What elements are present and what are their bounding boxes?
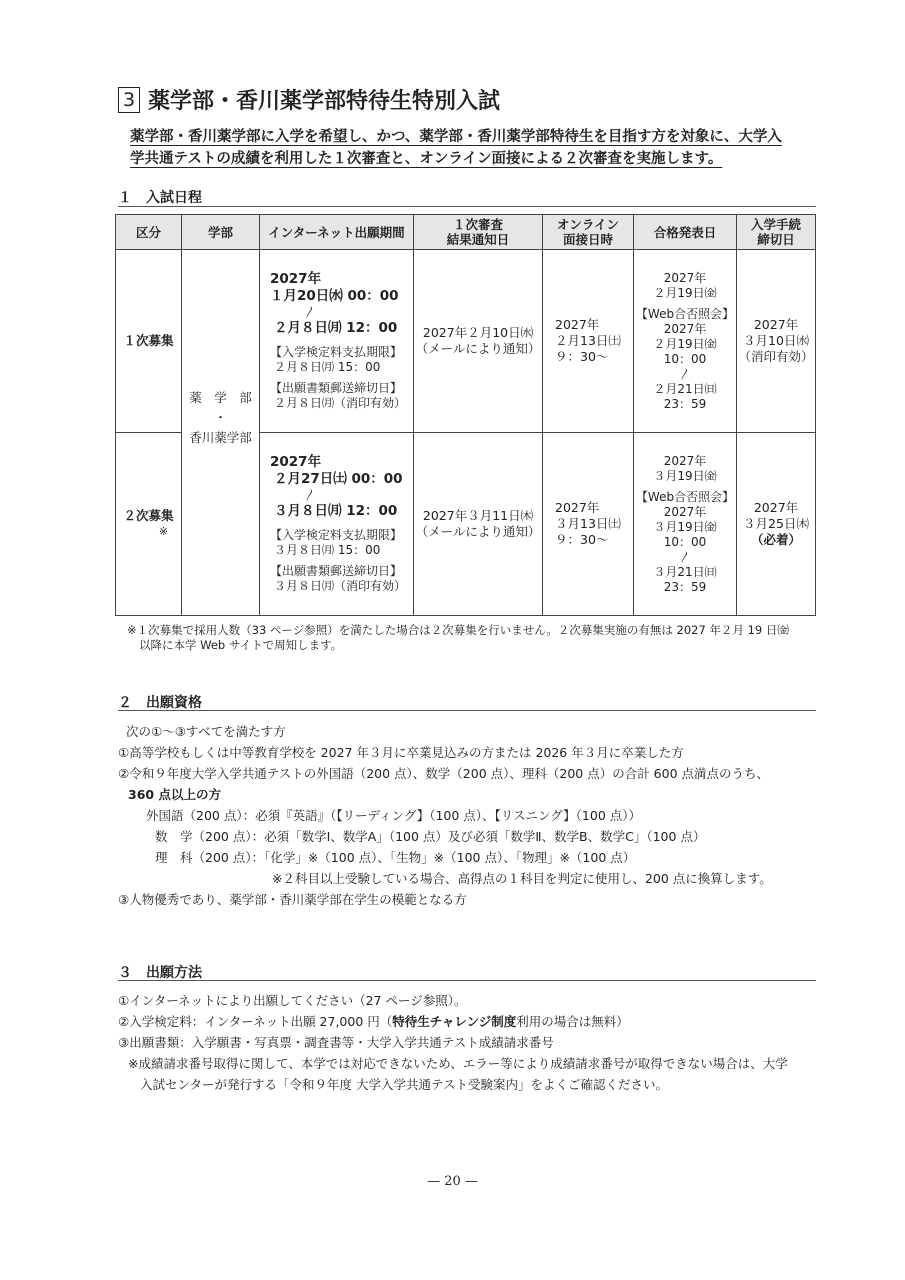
page-number: — 20 —: [427, 1174, 478, 1189]
header-proc-2: 締切日: [757, 232, 795, 247]
web-time: 10：00: [663, 351, 707, 366]
web-tilde: 〳: [678, 366, 691, 381]
proc-note: （必着）: [750, 532, 801, 547]
row-kubun-label: ２次募集: [123, 508, 174, 523]
header-period: インターネット出願期間: [260, 215, 414, 250]
announce-date: ２月19日㈮: [653, 285, 717, 300]
eligibility-item-2-cont: 360 点以上の方: [128, 787, 221, 802]
header-online-2: 面接日時: [562, 232, 613, 247]
result-note: （メールにより通知）: [415, 524, 541, 539]
interview-year: 2027年: [555, 500, 600, 515]
subject-foreign-language: 外国語（200 点）：必須『英語』（【リーディング】（100 点）、【リスニング】（100 点））: [146, 808, 641, 823]
result-cell: [414, 433, 543, 616]
interview-year: 2027年: [555, 317, 600, 332]
web-year: 2027年: [663, 504, 707, 519]
proc-date: ３月10日㈬: [743, 333, 809, 348]
header-kubun: 区分: [116, 215, 182, 250]
mail-date: ２月８日㈪（消印有効）: [274, 396, 407, 410]
fee-label: 【入学検定料支払期限】: [270, 528, 403, 542]
header-online: [543, 215, 634, 250]
method-item-2: [118, 1011, 788, 1032]
announce-cell: [634, 250, 737, 433]
announce-year: 2027年: [663, 270, 707, 285]
header-result-2: 結果通知日: [446, 232, 510, 247]
mail-label: 【出願書類郵送締切日】: [270, 381, 403, 395]
eligibility-list: [118, 721, 772, 910]
method-item-2-pre: ②入学検定料：インターネット出願 27,000 円（: [118, 1014, 393, 1029]
method-item-2-bold: 特待生チャレンジ制度: [392, 1014, 517, 1029]
proc-cell: [737, 250, 816, 433]
period-start: １月20日㈬ 00：00: [270, 288, 399, 304]
gakubu-line: ・: [214, 409, 227, 425]
intro-text: [130, 126, 820, 170]
period-year: 2027年: [270, 271, 322, 287]
web-tilde: 〳: [678, 549, 691, 564]
interview-time: ９：30〜: [555, 532, 609, 547]
web-start: ２月19日㈮: [653, 336, 717, 351]
period-end: ３月８日㈪ 12：00: [274, 503, 398, 519]
method-item-2-post: 利用の場合は無料）: [516, 1014, 629, 1029]
web-end-time: 23：59: [663, 396, 707, 411]
subject-science: 理 科（200 点）：「化学」※（100 点）、「生物」※（100 点）、「物理」※（100 点）: [155, 850, 636, 865]
announce-cell: [634, 433, 737, 616]
header-result-1: １次審査: [452, 217, 503, 232]
section-2-heading: ２ 出願資格: [118, 695, 202, 711]
gakubu-cell: [182, 250, 260, 616]
interview-date: ２月13日㈯: [555, 333, 621, 348]
proc-cell: [737, 433, 816, 616]
period-cell: [260, 250, 414, 433]
web-end-time: 23：59: [663, 579, 707, 594]
header-gakubu: 学部: [182, 215, 260, 250]
row-kubun: [116, 433, 182, 616]
interview-cell: [543, 433, 634, 616]
web-label: 【Web合否照会】: [635, 489, 735, 504]
method-note-line-1: ※成績請求番号取得に関して、本学では対応できないため、エラー等により成績請求番号が取得できない場合は、大学: [128, 1056, 788, 1071]
section-number: 3: [118, 87, 140, 113]
subject-math: 数 学（200 点）：必須「数学Ⅰ、数学A」（100 点）及び必須「数学Ⅱ、数学B、数学C」（100 点）: [155, 829, 706, 844]
eligibility-item-3: ③人物優秀であり、薬学部・香川薬学部在学生の模範となる方: [118, 892, 467, 907]
header-result: [414, 215, 543, 250]
proc-year: 2027年: [753, 500, 799, 515]
result-date: 2027年３月11日㈭: [422, 508, 534, 523]
web-end: ３月21日㈰: [653, 564, 717, 579]
schedule-note-line-2: 以降に本学 Web サイトで周知します。: [139, 638, 343, 652]
row-kubun: １次募集: [116, 250, 182, 433]
announce-date: ３月19日㈮: [653, 468, 717, 483]
fee-label: 【入学検定料支払期限】: [270, 345, 403, 359]
header-proc-1: 入学手続: [750, 217, 801, 232]
section-1-heading: １ 入試日程: [118, 190, 202, 206]
eligibility-item-2: ②令和９年度大学入学共通テストの外国語（200 点）、数学（200 点）、理科（200 点）の合計 600 点満点のうち、: [118, 766, 770, 781]
proc-note: （消印有効）: [738, 349, 814, 364]
result-date: 2027年２月10日㈬: [422, 325, 534, 340]
mail-date: ３月８日㈪（消印有効）: [274, 579, 407, 593]
interview-cell: [543, 250, 634, 433]
section-3-rule: [118, 980, 816, 981]
subject-note: ※２科目以上受験している場合、高得点の１科目を判定に使用し、200 点に換算します。: [272, 871, 772, 886]
gakubu-line: 香川薬学部: [189, 429, 252, 445]
method-item-1: ①インターネットにより出願してください（27 ページ参照）。: [118, 993, 467, 1008]
period-end: ２月８日㈪ 12：00: [274, 320, 398, 336]
period-start: ２月27日㈯ 00：00: [274, 471, 403, 487]
proc-year: 2027年: [753, 317, 799, 332]
section-2-rule: [118, 710, 816, 711]
method-note-line-2: 入試センターが発行する「令和９年度 大学入学共通テスト受験案内」をよくご確認ください。: [140, 1077, 668, 1092]
header-proc: [737, 215, 816, 250]
table-header-row: [116, 215, 816, 250]
section-1-rule: [118, 206, 816, 207]
period-year: 2027年: [270, 454, 322, 470]
header-online-1: オンライン: [556, 217, 620, 232]
mail-label: 【出願書類郵送締切日】: [270, 564, 403, 578]
period-tilde: 〳: [304, 305, 317, 319]
period-cell: [260, 433, 414, 616]
intro-line-1: 薬学部・香川薬学部に入学を希望し、かつ、薬学部・香川薬学部特待生を目指す方を対象に、大学入: [130, 129, 782, 145]
application-method-list: [118, 990, 788, 1095]
section-title: [118, 84, 500, 115]
proc-date: ３月25日㈭: [743, 516, 809, 531]
table-row: [116, 250, 816, 433]
web-time: 10：00: [663, 534, 707, 549]
period-tilde: 〳: [304, 488, 317, 502]
section-3-heading: ３ 出願方法: [118, 965, 202, 981]
announce-year: 2027年: [663, 453, 707, 468]
fee-date: ２月８日㈪ 15：00: [274, 360, 381, 374]
schedule-note: [127, 623, 789, 653]
fee-date: ３月８日㈪ 15：00: [274, 543, 381, 557]
web-start: ３月19日㈮: [653, 519, 717, 534]
interview-time: ９：30〜: [555, 349, 609, 364]
schedule-table: [115, 214, 816, 616]
header-announce: 合格発表日: [634, 215, 737, 250]
web-year: 2027年: [663, 321, 707, 336]
result-note: （メールにより通知）: [415, 341, 541, 356]
result-cell: [414, 250, 543, 433]
gakubu-line: 薬 学 部: [189, 389, 252, 405]
row-kubun-note: ※: [158, 525, 169, 538]
web-label: 【Web合否照会】: [635, 306, 735, 321]
method-item-3: ③出願書類：入学願書・写真票・調査書等・大学入学共通テスト成績請求番号: [118, 1035, 554, 1050]
interview-date: ３月13日㈯: [555, 516, 621, 531]
intro-line-2: 学共通テストの成績を利用した１次審査と、オンライン面接による２次審査を実施します。: [130, 151, 723, 167]
eligibility-lead: 次の①〜③すべてを満たす方: [126, 724, 286, 739]
section-title-text: 薬学部・香川薬学部特待生特別入試: [148, 89, 501, 114]
eligibility-item-1: ①高等学校もしくは中等教育学校を 2027 年３月に卒業見込みの方または 2026 年３月に卒業した方: [118, 745, 684, 760]
web-end: ２月21日㈰: [653, 381, 717, 396]
schedule-note-line-1: ※１次募集で採用人数（33 ページ参照）を満たした場合は２次募集を行いません。２次募集実施の有無は 2027 年２月 19 日㈮: [127, 623, 789, 637]
